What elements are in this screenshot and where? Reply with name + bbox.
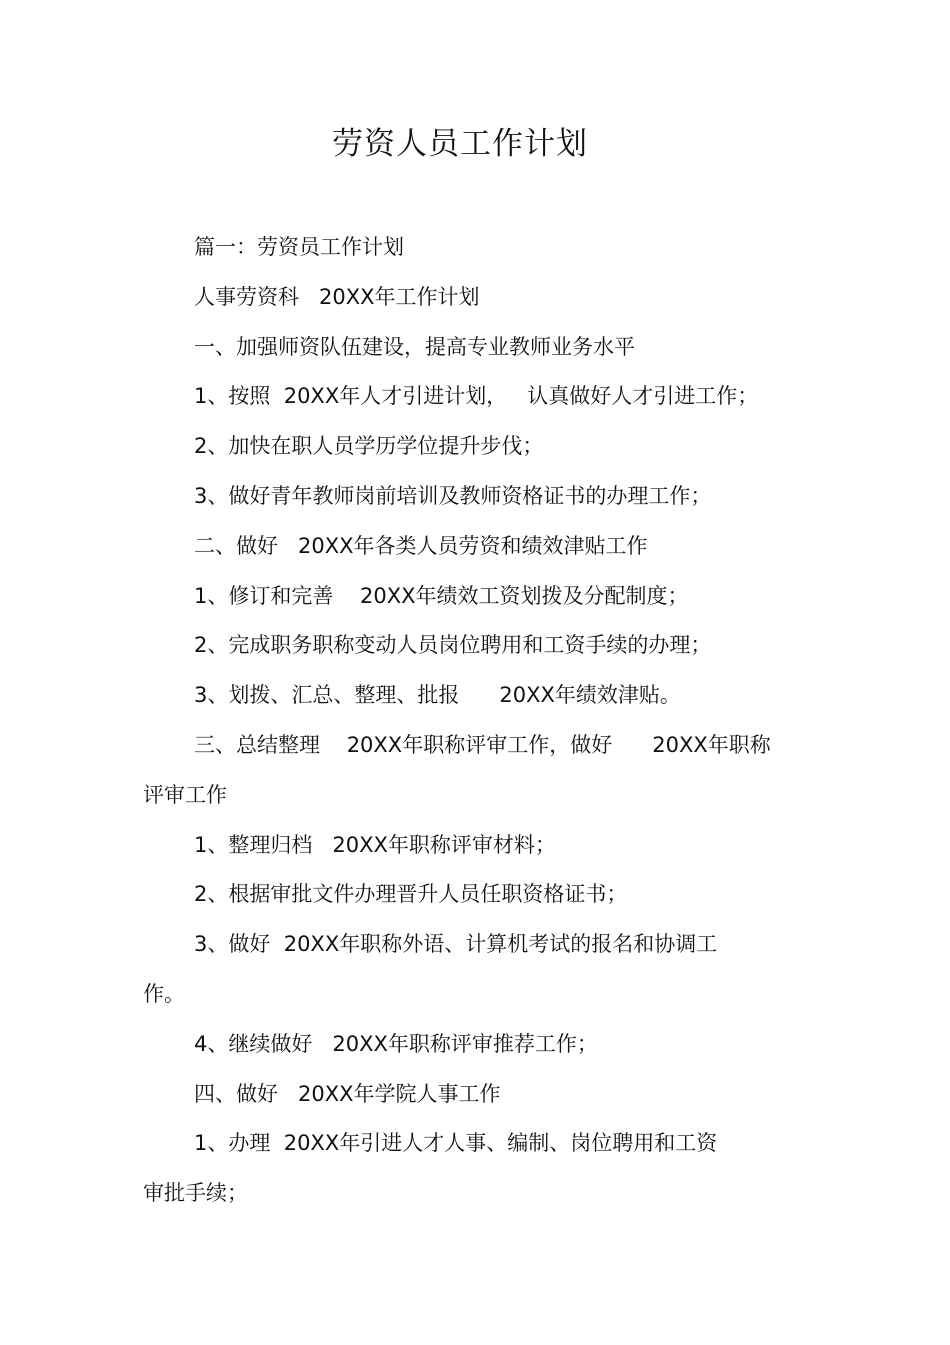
list-item: 2、加快在职人员学历学位提升步伐； [194,434,544,459]
section-heading: 三、总结整理 20XX年职称评审工作，做好 20XX年职称 [194,732,771,757]
list-item: 1、修订和完善 20XX年绩效工资划拨及分配制度； [194,583,689,608]
section-heading-continuation: 评审工作 [143,782,227,807]
list-item-continuation: 作。 [143,981,185,1006]
list-item: 2、完成职务职称变动人员岗位聘用和工资手续的办理； [194,633,712,658]
document-title: 劳资人员工作计划 [332,126,588,162]
section-heading: 四、做好 20XX年学院人事工作 [194,1081,501,1106]
list-item: 3、做好青年教师岗前培训及教师资格证书的办理工作； [194,483,712,508]
list-item: 4、继续做好 20XX年职称评审推荐工作； [194,1031,598,1056]
section-heading: 一、加强师资队伍建设，提高专业教师业务水平 [194,334,635,359]
list-item: 1、按照 20XX年人才引进计划， 认真做好人才引进工作； [194,384,759,409]
list-item: 3、划拨、汇总、整理、批报 20XX年绩效津贴。 [194,683,681,708]
list-item-continuation: 审批手续； [143,1181,248,1206]
list-item: 3、做好 20XX年职称外语、计算机考试的报名和协调工 [194,932,718,957]
text-line: 篇一：劳资员工作计划 [194,235,404,259]
document-body [143,223,813,1219]
list-item: 2、根据审批文件办理晋升人员任职资格证书； [194,882,628,907]
text-line: 人事劳资科 20XX年工作计划 [194,284,480,309]
section-heading: 二、做好 20XX年各类人员劳资和绩效津贴工作 [194,533,648,558]
list-item: 1、办理 20XX年引进人才人事、编制、岗位聘用和工资 [194,1131,718,1156]
list-item: 1、整理归档 20XX年职称评审材料； [194,832,556,857]
